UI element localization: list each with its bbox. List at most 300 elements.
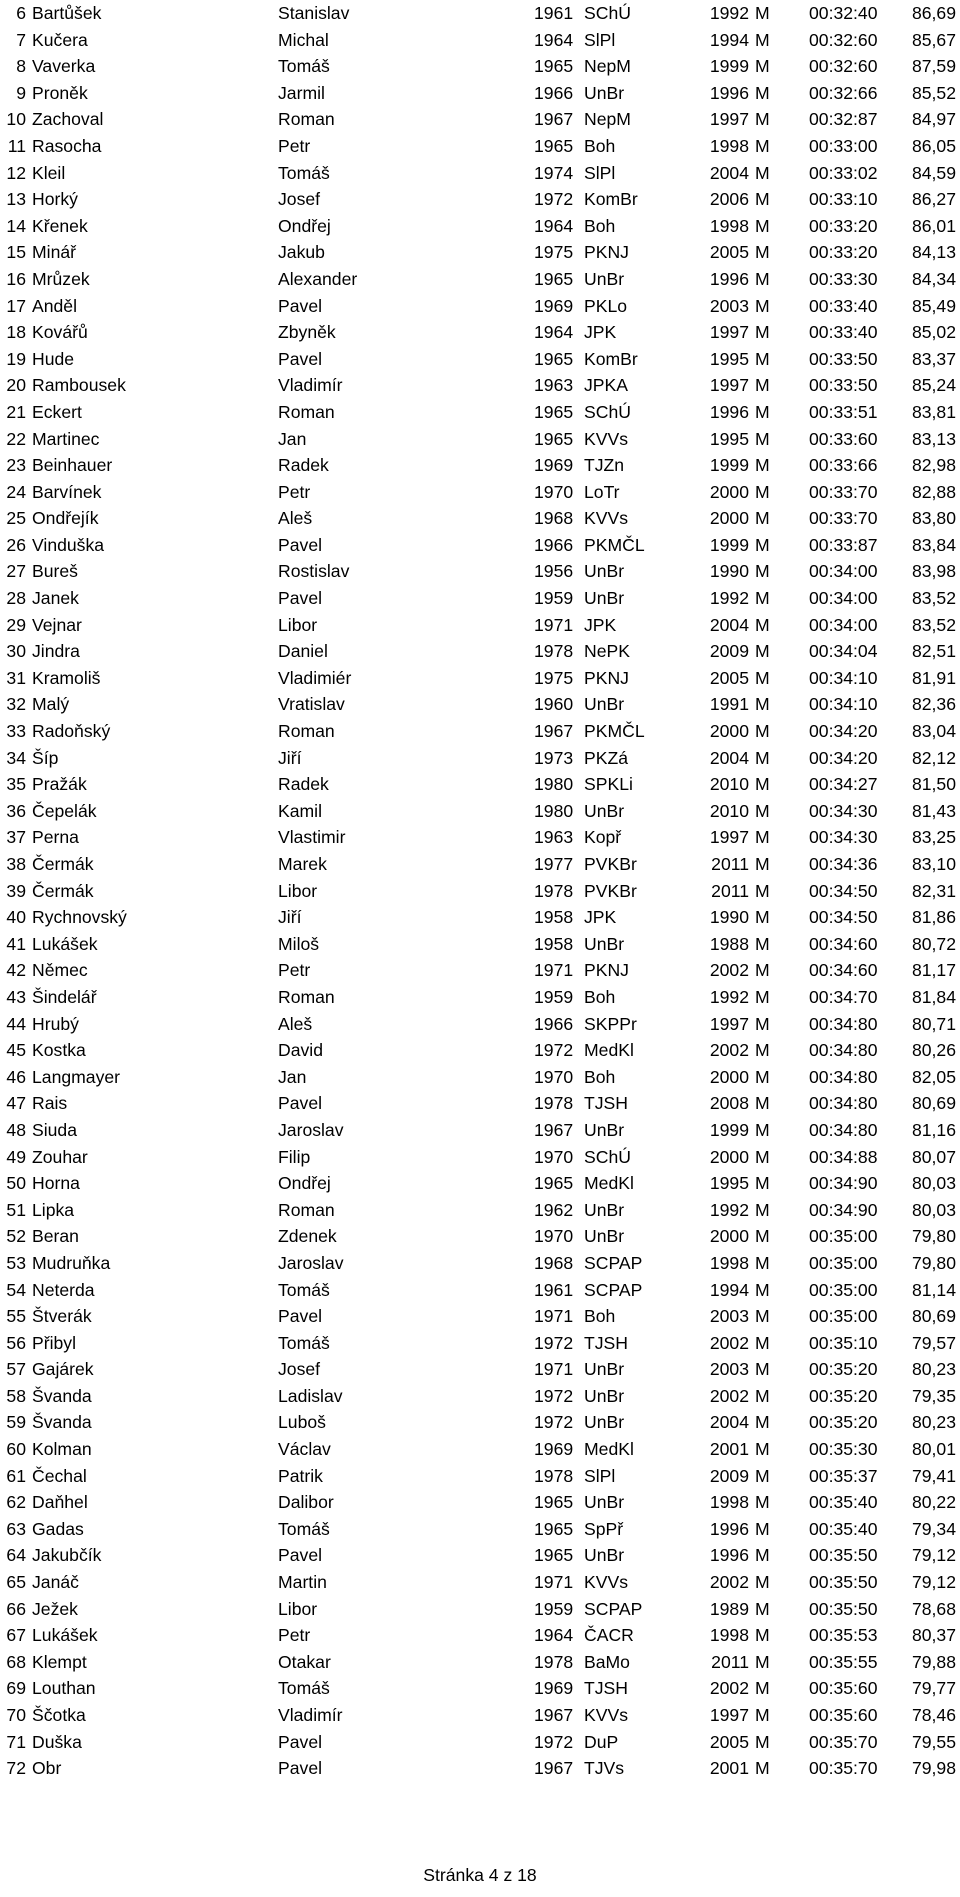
- first-name-cell: David: [278, 1040, 323, 1061]
- rank-cell: 41: [6, 933, 26, 954]
- birth-year-cell: 1971: [534, 1359, 574, 1380]
- rank-cell: 55: [6, 1306, 26, 1327]
- time-cell: 00:35:00: [809, 1226, 878, 1247]
- first-name-cell: Libor: [278, 614, 318, 635]
- first-name-cell: Dalibor: [278, 1492, 334, 1513]
- time-cell: 00:34:50: [809, 880, 878, 901]
- category-cell: M: [755, 242, 770, 263]
- category-cell: M: [755, 1040, 770, 1061]
- table-row: [0, 824, 960, 851]
- percent-cell: 86,05: [911, 135, 956, 156]
- surname-cell: Gajárek: [32, 1359, 94, 1380]
- percent-cell: 80,01: [911, 1439, 956, 1460]
- category-cell: M: [755, 1518, 770, 1539]
- category-cell: M: [755, 428, 770, 449]
- rank-cell: 50: [6, 1173, 26, 1194]
- year-cell: 2005: [709, 1731, 749, 1752]
- first-name-cell: Zbyněk: [278, 322, 336, 343]
- rank-cell: 68: [6, 1651, 26, 1672]
- year-cell: 1999: [709, 455, 749, 476]
- percent-cell: 79,98: [911, 1758, 956, 1779]
- surname-cell: Mudruňka: [32, 1252, 111, 1273]
- rank-cell: 36: [6, 800, 26, 821]
- time-cell: 00:34:80: [809, 1013, 878, 1034]
- table-row: [0, 1649, 960, 1676]
- birth-year-cell: 1972: [534, 1731, 574, 1752]
- birth-year-cell: 1966: [534, 82, 574, 103]
- time-cell: 00:35:37: [809, 1465, 878, 1486]
- rank-cell: 49: [6, 1146, 26, 1167]
- club-cell: SCPAP: [584, 1279, 643, 1300]
- birth-year-cell: 1970: [534, 1226, 574, 1247]
- time-cell: 00:32:40: [809, 3, 878, 23]
- percent-cell: 83,52: [911, 588, 956, 609]
- surname-cell: Hrubý: [32, 1013, 79, 1034]
- birth-year-cell: 1978: [534, 1465, 574, 1486]
- birth-year-cell: 1968: [534, 1252, 574, 1273]
- category-cell: M: [755, 747, 770, 768]
- rank-cell: 16: [6, 268, 26, 289]
- percent-cell: 83,10: [911, 854, 956, 874]
- birth-year-cell: 1969: [534, 1439, 574, 1460]
- surname-cell: Čermák: [32, 854, 94, 874]
- time-cell: 00:35:00: [809, 1306, 878, 1327]
- table-row: [0, 1277, 960, 1304]
- rank-cell: 56: [6, 1332, 26, 1353]
- rank-cell: 26: [6, 534, 26, 555]
- year-cell: 2011: [711, 880, 749, 901]
- club-cell: UnBr: [584, 694, 625, 715]
- time-cell: 00:32:87: [809, 109, 878, 130]
- table-row: [0, 1409, 960, 1436]
- rank-cell: 37: [6, 827, 26, 848]
- rank-cell: 14: [6, 215, 26, 236]
- year-cell: 2002: [709, 1040, 749, 1061]
- table-row: [0, 1463, 960, 1490]
- club-cell: UnBr: [584, 1199, 625, 1220]
- birth-year-cell: 1978: [534, 641, 574, 662]
- birth-year-cell: 1967: [534, 109, 574, 130]
- surname-cell: Lukášek: [32, 1625, 98, 1646]
- year-cell: 2001: [709, 1758, 749, 1779]
- club-cell: PKMČL: [584, 721, 645, 742]
- birth-year-cell: 1969: [534, 455, 574, 476]
- birth-year-cell: 1971: [534, 1572, 574, 1593]
- first-name-cell: Kamil: [278, 800, 322, 821]
- time-cell: 00:35:10: [809, 1332, 878, 1353]
- table-row: [0, 1197, 960, 1224]
- club-cell: SChÚ: [584, 1146, 631, 1167]
- surname-cell: Pražák: [32, 774, 87, 795]
- table-row: [0, 186, 960, 213]
- birth-year-cell: 1967: [534, 721, 574, 742]
- rank-cell: 60: [6, 1439, 26, 1460]
- percent-cell: 79,34: [911, 1518, 956, 1539]
- table-row: [0, 0, 960, 27]
- category-cell: M: [755, 215, 770, 236]
- category-cell: M: [755, 774, 770, 795]
- rank-cell: 65: [6, 1572, 26, 1593]
- year-cell: 1994: [709, 29, 749, 50]
- percent-cell: 85,67: [911, 29, 956, 50]
- category-cell: M: [755, 1492, 770, 1513]
- time-cell: 00:33:70: [809, 508, 878, 529]
- surname-cell: Janáč: [32, 1572, 79, 1593]
- time-cell: 00:35:20: [809, 1412, 878, 1433]
- year-cell: 2011: [711, 1651, 749, 1672]
- table-row: [0, 851, 960, 878]
- club-cell: UnBr: [584, 1119, 625, 1140]
- rank-cell: 64: [6, 1545, 26, 1566]
- category-cell: M: [755, 56, 770, 77]
- rank-cell: 48: [6, 1119, 26, 1140]
- first-name-cell: Vladimiér: [278, 667, 352, 688]
- time-cell: 00:35:50: [809, 1572, 878, 1593]
- time-cell: 00:33:70: [809, 481, 878, 502]
- first-name-cell: Josef: [278, 1359, 321, 1380]
- first-name-cell: Tomáš: [278, 162, 330, 183]
- first-name-cell: Tomáš: [278, 1518, 330, 1539]
- percent-cell: 81,43: [911, 800, 956, 821]
- surname-cell: Švanda: [32, 1412, 92, 1433]
- percent-cell: 80,03: [911, 1199, 956, 1220]
- time-cell: 00:34:50: [809, 907, 878, 928]
- category-cell: M: [755, 189, 770, 210]
- first-name-cell: Aleš: [278, 508, 313, 529]
- birth-year-cell: 1961: [534, 1279, 574, 1300]
- year-cell: 1998: [709, 1625, 749, 1646]
- surname-cell: Martinec: [32, 428, 100, 449]
- first-name-cell: Josef: [278, 189, 321, 210]
- time-cell: 00:35:20: [809, 1359, 878, 1380]
- surname-cell: Lipka: [32, 1199, 75, 1220]
- table-row: [0, 1729, 960, 1756]
- birth-year-cell: 1960: [534, 694, 574, 715]
- year-cell: 2002: [709, 1332, 749, 1353]
- table-row: [0, 612, 960, 639]
- birth-year-cell: 1959: [534, 588, 574, 609]
- category-cell: M: [755, 933, 770, 954]
- time-cell: 00:34:80: [809, 1040, 878, 1061]
- club-cell: SlPl: [584, 1465, 616, 1486]
- surname-cell: Kleil: [32, 162, 66, 183]
- first-name-cell: Tomáš: [278, 1279, 330, 1300]
- rank-cell: 15: [6, 242, 26, 263]
- club-cell: LoTr: [584, 481, 620, 502]
- table-row: [0, 1489, 960, 1516]
- year-cell: 2004: [709, 162, 749, 183]
- club-cell: UnBr: [584, 1359, 625, 1380]
- percent-cell: 83,81: [911, 401, 956, 422]
- table-row: [0, 798, 960, 825]
- percent-cell: 83,25: [911, 827, 956, 848]
- year-cell: 1997: [709, 375, 749, 396]
- birth-year-cell: 1971: [534, 960, 574, 981]
- first-name-cell: Aleš: [278, 1013, 313, 1034]
- year-cell: 2000: [709, 1226, 749, 1247]
- rank-cell: 54: [6, 1279, 26, 1300]
- first-name-cell: Pavel: [278, 534, 323, 555]
- category-cell: M: [755, 1146, 770, 1167]
- birth-year-cell: 1964: [534, 215, 574, 236]
- percent-cell: 81,16: [911, 1119, 956, 1140]
- birth-year-cell: 1959: [534, 1598, 574, 1619]
- club-cell: JPK: [584, 907, 617, 928]
- surname-cell: Beran: [32, 1226, 79, 1247]
- surname-cell: Siuda: [32, 1119, 77, 1140]
- table-row: [0, 80, 960, 107]
- category-cell: M: [755, 82, 770, 103]
- year-cell: 1996: [709, 82, 749, 103]
- surname-cell: Anděl: [32, 295, 77, 316]
- birth-year-cell: 1965: [534, 268, 574, 289]
- birth-year-cell: 1965: [534, 56, 574, 77]
- category-cell: M: [755, 348, 770, 369]
- year-cell: 1994: [709, 1279, 749, 1300]
- category-cell: M: [755, 907, 770, 928]
- rank-cell: 20: [6, 375, 26, 396]
- club-cell: BaMo: [584, 1651, 630, 1672]
- birth-year-cell: 1965: [534, 1545, 574, 1566]
- rank-cell: 61: [6, 1465, 26, 1486]
- first-name-cell: Stanislav: [278, 3, 350, 23]
- birth-year-cell: 1956: [534, 561, 574, 582]
- year-cell: 2004: [709, 614, 749, 635]
- table-row: [0, 1330, 960, 1357]
- club-cell: PVKBr: [584, 854, 637, 874]
- rank-cell: 13: [6, 189, 26, 210]
- time-cell: 00:34:10: [809, 694, 878, 715]
- first-name-cell: Marek: [278, 854, 327, 874]
- year-cell: 1997: [709, 1013, 749, 1034]
- category-cell: M: [755, 1252, 770, 1273]
- birth-year-cell: 1978: [534, 1651, 574, 1672]
- year-cell: 1998: [709, 1252, 749, 1273]
- club-cell: SPKLi: [584, 774, 633, 795]
- time-cell: 00:34:60: [809, 960, 878, 981]
- rank-cell: 9: [16, 82, 26, 103]
- club-cell: TJSH: [584, 1332, 628, 1353]
- year-cell: 2002: [709, 1385, 749, 1406]
- club-cell: Boh: [584, 1066, 616, 1087]
- first-name-cell: Vladimír: [278, 375, 343, 396]
- time-cell: 00:34:20: [809, 747, 878, 768]
- surname-cell: Rambousek: [32, 375, 126, 396]
- club-cell: UnBr: [584, 268, 625, 289]
- table-row: [0, 984, 960, 1011]
- first-name-cell: Otakar: [278, 1651, 331, 1672]
- club-cell: TJSH: [584, 1093, 628, 1114]
- year-cell: 1992: [709, 588, 749, 609]
- rank-cell: 8: [16, 56, 26, 77]
- rank-cell: 23: [6, 455, 26, 476]
- club-cell: KVVs: [584, 508, 629, 529]
- surname-cell: Rychnovský: [32, 907, 127, 928]
- category-cell: M: [755, 1705, 770, 1725]
- surname-cell: Šindelář: [32, 986, 97, 1007]
- club-cell: SpPř: [584, 1518, 624, 1539]
- percent-cell: 80,07: [911, 1146, 956, 1167]
- category-cell: M: [755, 1651, 770, 1672]
- percent-cell: 86,27: [911, 189, 956, 210]
- birth-year-cell: 1970: [534, 481, 574, 502]
- year-cell: 2006: [709, 189, 749, 210]
- category-cell: M: [755, 109, 770, 130]
- surname-cell: Jindra: [32, 641, 80, 662]
- category-cell: M: [755, 322, 770, 343]
- rank-cell: 7: [16, 29, 26, 50]
- time-cell: 00:33:66: [809, 455, 878, 476]
- first-name-cell: Petr: [278, 481, 311, 502]
- time-cell: 00:35:60: [809, 1705, 878, 1725]
- club-cell: TJZn: [584, 455, 625, 476]
- year-cell: 1998: [709, 1492, 749, 1513]
- club-cell: PKNJ: [584, 667, 629, 688]
- category-cell: M: [755, 1173, 770, 1194]
- rank-cell: 33: [6, 721, 26, 742]
- percent-cell: 81,17: [911, 960, 956, 981]
- table-row: [0, 1170, 960, 1197]
- time-cell: 00:35:70: [809, 1758, 878, 1779]
- category-cell: M: [755, 481, 770, 502]
- year-cell: 1999: [709, 56, 749, 77]
- time-cell: 00:34:80: [809, 1066, 878, 1087]
- club-cell: SKPPr: [584, 1013, 637, 1034]
- surname-cell: Langmayer: [32, 1066, 121, 1087]
- table-row: [0, 1436, 960, 1463]
- club-cell: SChÚ: [584, 3, 631, 23]
- time-cell: 00:33:10: [809, 189, 878, 210]
- surname-cell: Kučera: [32, 29, 88, 50]
- category-cell: M: [755, 1625, 770, 1646]
- first-name-cell: Luboš: [278, 1412, 326, 1433]
- first-name-cell: Ondřej: [278, 215, 331, 236]
- table-row: [0, 1037, 960, 1064]
- year-cell: 2000: [709, 481, 749, 502]
- rank-cell: 25: [6, 508, 26, 529]
- club-cell: PVKBr: [584, 880, 637, 901]
- table-row: [0, 1250, 960, 1277]
- rank-cell: 24: [6, 481, 26, 502]
- category-cell: M: [755, 1013, 770, 1034]
- percent-cell: 80,37: [911, 1625, 956, 1646]
- table-row: [0, 1011, 960, 1038]
- birth-year-cell: 1975: [534, 667, 574, 688]
- birth-year-cell: 1969: [534, 295, 574, 316]
- surname-cell: Horna: [32, 1173, 80, 1194]
- rank-cell: 46: [6, 1066, 26, 1087]
- surname-cell: Beinhauer: [32, 455, 113, 476]
- year-cell: 2000: [709, 721, 749, 742]
- percent-cell: 78,68: [911, 1598, 956, 1619]
- year-cell: 2001: [709, 1439, 749, 1460]
- club-cell: ČACR: [584, 1625, 634, 1646]
- category-cell: M: [755, 268, 770, 289]
- category-cell: M: [755, 1332, 770, 1353]
- table-row: [0, 691, 960, 718]
- first-name-cell: Václav: [278, 1439, 331, 1460]
- rank-cell: 39: [6, 880, 26, 901]
- table-row: [0, 479, 960, 506]
- time-cell: 00:34:30: [809, 800, 878, 821]
- time-cell: 00:33:40: [809, 295, 878, 316]
- time-cell: 00:34:27: [809, 774, 878, 795]
- club-cell: KomBr: [584, 189, 638, 210]
- rank-cell: 12: [6, 162, 26, 183]
- first-name-cell: Pavel: [278, 348, 323, 369]
- category-cell: M: [755, 880, 770, 901]
- time-cell: 00:34:70: [809, 986, 878, 1007]
- year-cell: 1997: [709, 109, 749, 130]
- year-cell: 2005: [709, 667, 749, 688]
- category-cell: M: [755, 1359, 770, 1380]
- surname-cell: Minář: [32, 242, 76, 263]
- club-cell: UnBr: [584, 1412, 625, 1433]
- birth-year-cell: 1974: [534, 162, 574, 183]
- first-name-cell: Radek: [278, 455, 329, 476]
- club-cell: SCPAP: [584, 1252, 643, 1273]
- rank-cell: 47: [6, 1093, 26, 1114]
- category-cell: M: [755, 1439, 770, 1460]
- table-row: [0, 931, 960, 958]
- year-cell: 1999: [709, 1119, 749, 1140]
- club-cell: Boh: [584, 986, 616, 1007]
- year-cell: 2002: [709, 960, 749, 981]
- year-cell: 2004: [709, 747, 749, 768]
- percent-cell: 85,02: [911, 322, 956, 343]
- table-row: [0, 1675, 960, 1702]
- time-cell: 00:34:00: [809, 614, 878, 635]
- first-name-cell: Filip: [278, 1146, 311, 1167]
- table-row: [0, 878, 960, 905]
- surname-cell: Kovářů: [32, 322, 88, 343]
- surname-cell: Eckert: [32, 401, 82, 422]
- time-cell: 00:34:04: [809, 641, 878, 662]
- birth-year-cell: 1971: [534, 614, 574, 635]
- first-name-cell: Vladimír: [278, 1705, 343, 1725]
- surname-cell: Zouhar: [32, 1146, 88, 1167]
- time-cell: 00:35:20: [809, 1385, 878, 1406]
- table-row: [0, 1596, 960, 1623]
- first-name-cell: Radek: [278, 774, 329, 795]
- category-cell: M: [755, 827, 770, 848]
- surname-cell: Kramoliš: [32, 667, 101, 688]
- club-cell: NepM: [584, 109, 631, 130]
- percent-cell: 80,23: [911, 1412, 956, 1433]
- first-name-cell: Jakub: [278, 242, 325, 263]
- rank-cell: 69: [6, 1678, 26, 1699]
- rank-cell: 22: [6, 428, 26, 449]
- birth-year-cell: 1964: [534, 322, 574, 343]
- club-cell: MedKl: [584, 1173, 634, 1194]
- percent-cell: 85,52: [911, 82, 956, 103]
- rank-cell: 43: [6, 986, 26, 1007]
- table-row: [0, 133, 960, 160]
- time-cell: 00:33:60: [809, 428, 878, 449]
- percent-cell: 81,50: [911, 774, 956, 795]
- first-name-cell: Roman: [278, 401, 335, 422]
- percent-cell: 79,55: [911, 1731, 956, 1752]
- birth-year-cell: 1971: [534, 1306, 574, 1327]
- rank-cell: 32: [6, 694, 26, 715]
- surname-cell: Rais: [32, 1093, 68, 1114]
- rank-cell: 45: [6, 1040, 26, 1061]
- year-cell: 2000: [709, 1146, 749, 1167]
- first-name-cell: Vlastimir: [278, 827, 346, 848]
- birth-year-cell: 1965: [534, 1173, 574, 1194]
- year-cell: 1997: [709, 827, 749, 848]
- rank-cell: 27: [6, 561, 26, 582]
